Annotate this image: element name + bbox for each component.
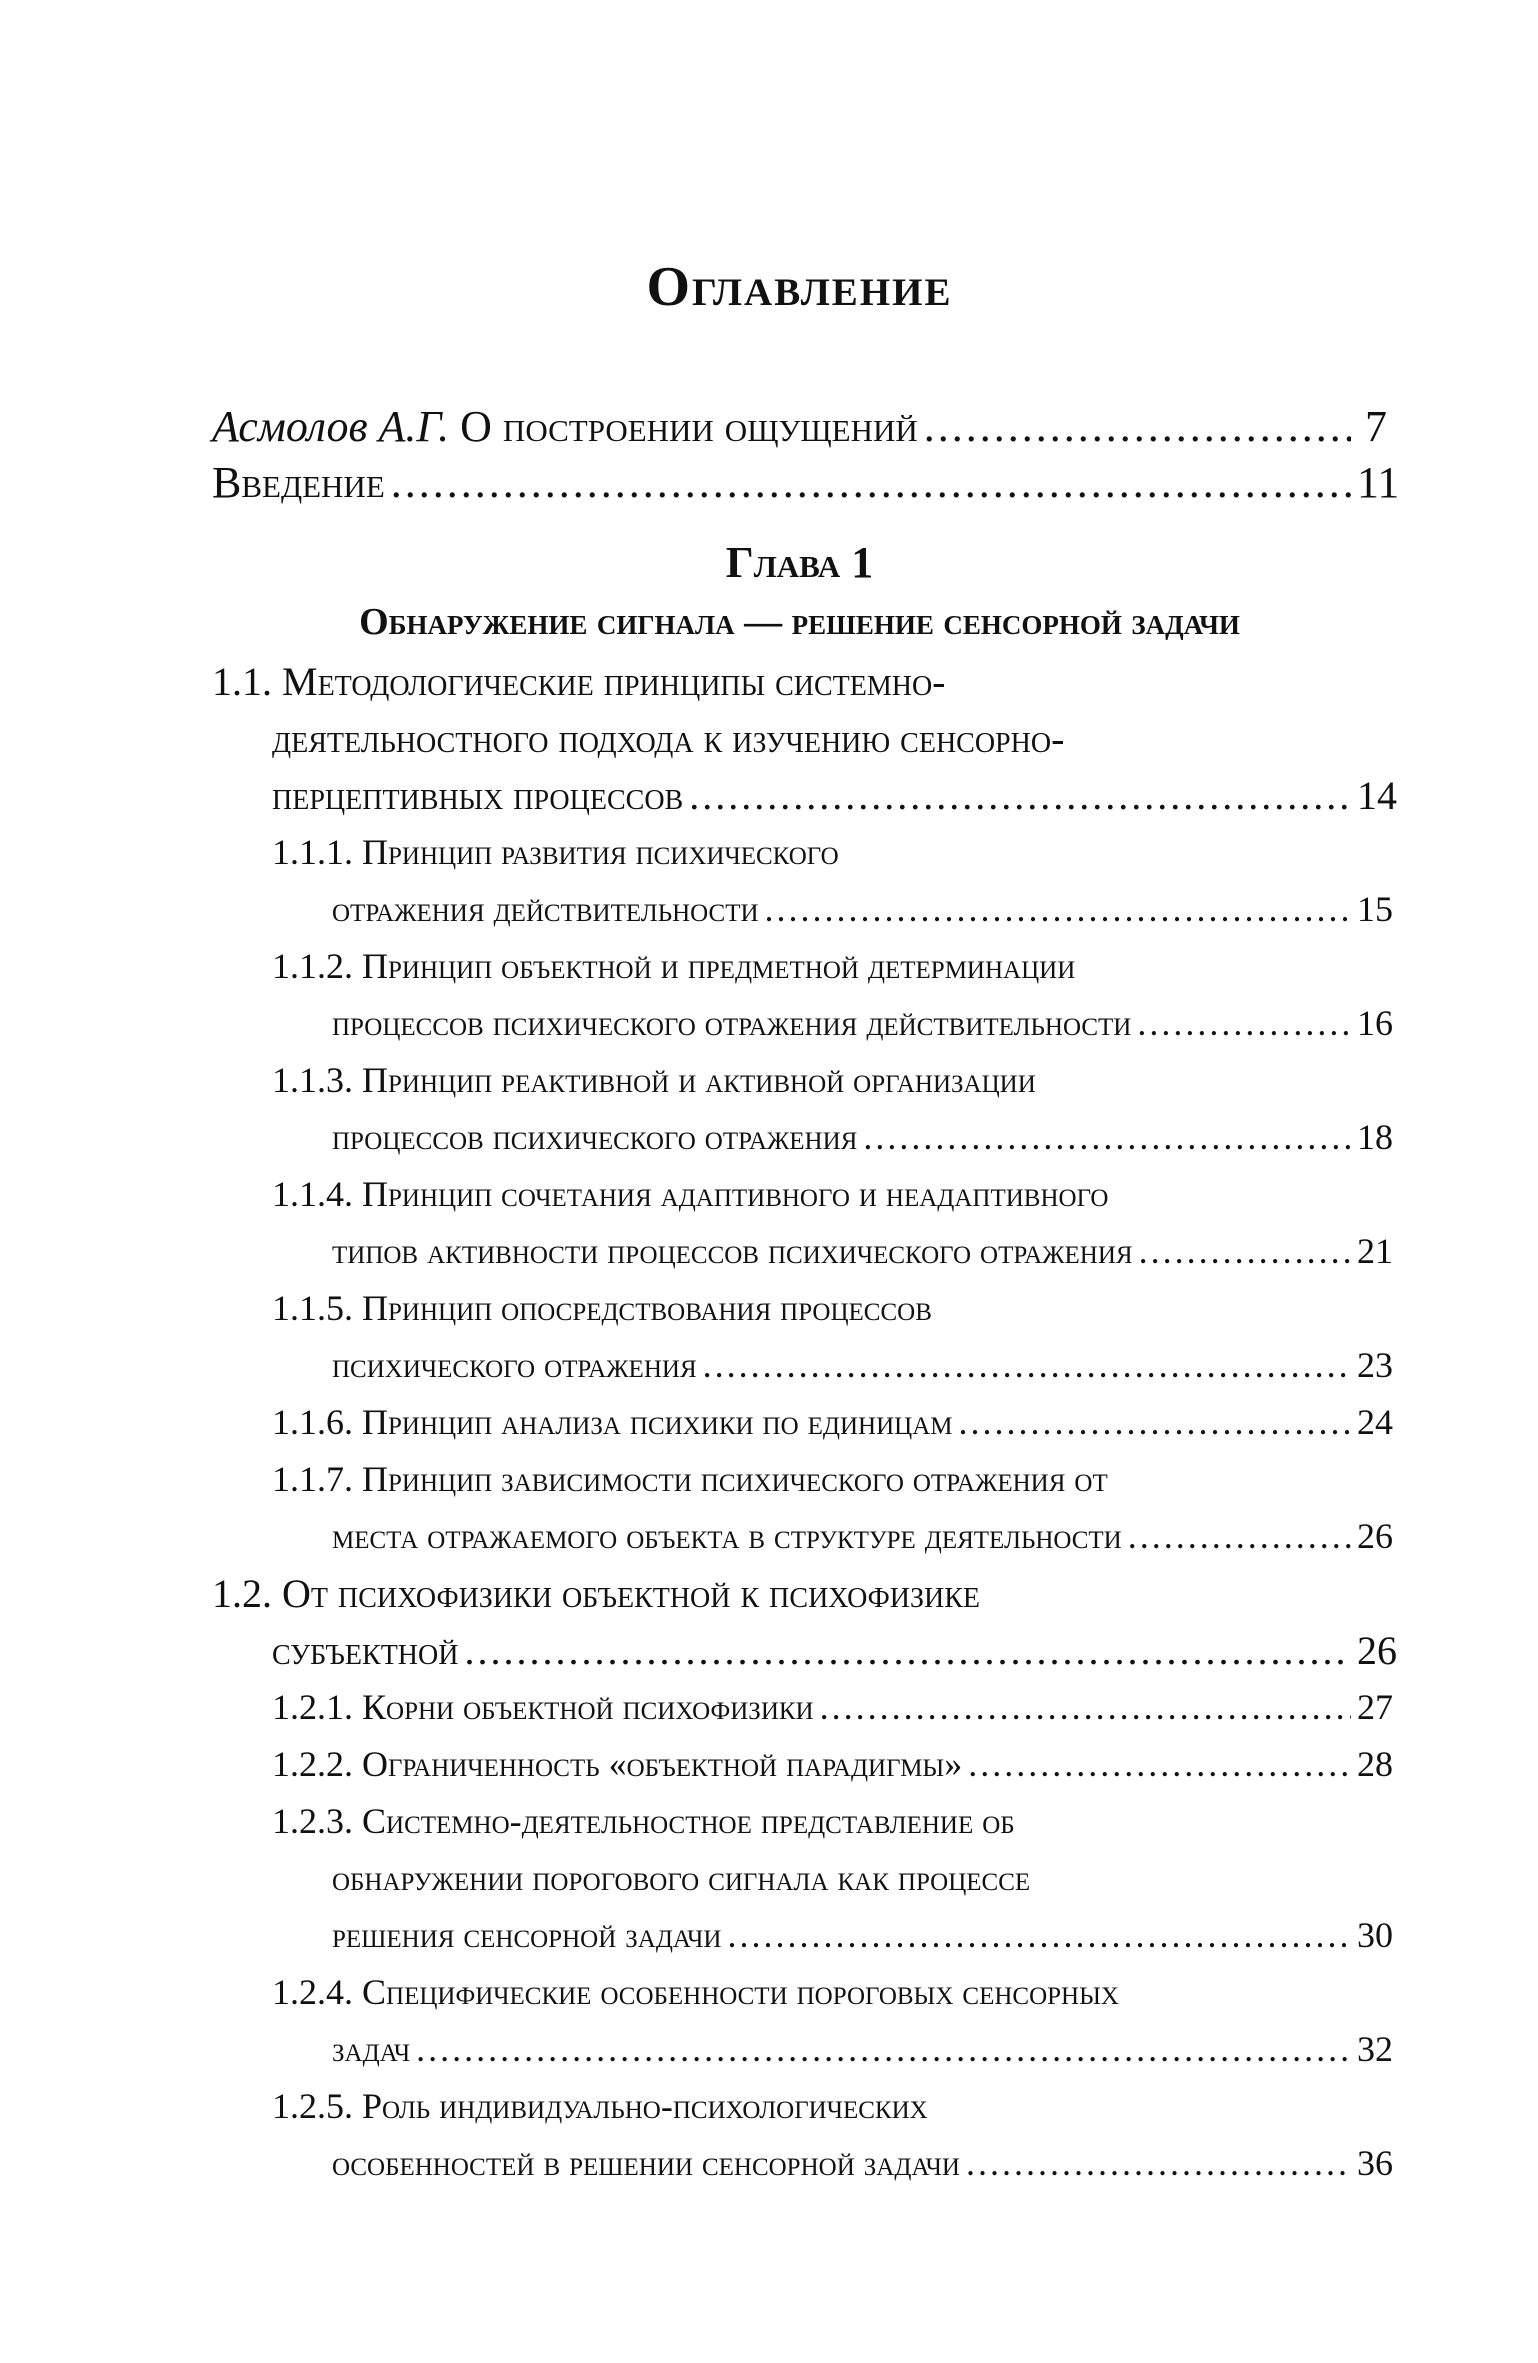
toc-entry-label: психического отражения (332, 1345, 697, 1385)
toc-entry-1-2-3-line[interactable]: обнаружении порогового сигнала как процессе (332, 1858, 1031, 1898)
toc-entry-author: Асмолов А.Г. (212, 402, 450, 451)
leader-dots (958, 1394, 1351, 1451)
toc-page-number: 7 (1365, 402, 1387, 451)
toc-entry-1-2-2[interactable] (212, 1736, 1393, 1793)
toc-entry-1-1-line[interactable]: 1.1. Методологические принципы системно- (212, 659, 946, 704)
leader-dots (416, 2021, 1351, 2078)
toc-page-number: 36 (1357, 2143, 1393, 2183)
toc-page-number: 26 (1357, 1628, 1397, 1673)
toc-entry-1-2[interactable] (212, 1622, 1397, 1679)
toc-page-number: 18 (1357, 1117, 1393, 1157)
toc-entry-label: типов активности процессов психического отражения (332, 1231, 1133, 1271)
toc-entry-1-1[interactable] (212, 767, 1397, 824)
leader-dots (1128, 1508, 1351, 1565)
toc-entry-1-2-4-line[interactable]: 1.2.4. Специфические особенности пороговых сенсорных (272, 1972, 1119, 2012)
toc-page-number: 30 (1357, 1915, 1393, 1955)
toc-page-number: 28 (1357, 1744, 1393, 1784)
leader-dots (727, 1907, 1351, 1964)
toc-entry-1-2-5[interactable] (212, 2135, 1393, 2192)
leader-dots (1139, 1223, 1351, 1280)
toc-page-number: 11 (1357, 458, 1400, 507)
toc-entry-introduction[interactable] (212, 455, 1400, 511)
table-of-contents (212, 255, 1400, 2192)
toc-entry-label (212, 399, 918, 455)
toc-entry-1-1-5-line[interactable]: 1.1.5. Принцип опосредствования процессов (272, 1288, 932, 1328)
toc-entry-text: О построении ощущений (460, 402, 918, 451)
toc-entry-label: отражения действительности (332, 889, 759, 929)
toc-entry-1-1-2-line[interactable]: 1.1.2. Принцип объектной и предметной детерминации (272, 946, 1076, 986)
toc-entry-label: процессов психического отражения действительности (332, 1003, 1132, 1043)
toc-entry-1-1-1-line[interactable]: 1.1.1. Принцип развития психического (272, 832, 839, 872)
toc-entry-1-2-line[interactable]: 1.2. От психофизики объектной к психофизике (212, 1571, 981, 1616)
toc-entry-label: 1.1.6. Принцип анализа психики по единицам (272, 1402, 953, 1442)
leader-dots (1137, 995, 1351, 1052)
toc-entry-1-1-6[interactable] (212, 1394, 1393, 1451)
toc-entry-asmolov[interactable] (212, 399, 1387, 455)
toc-page-number: 23 (1357, 1345, 1393, 1385)
toc-entry-1-1-7-line[interactable]: 1.1.7. Принцип зависимости психического отражения от (272, 1459, 1108, 1499)
leader-dots (924, 399, 1351, 455)
toc-entry-1-1-3[interactable] (212, 1109, 1393, 1166)
leader-dots (765, 881, 1351, 938)
toc-page-number: 26 (1357, 1516, 1393, 1556)
toc-entry-label: перцептивных процессов (272, 773, 684, 818)
toc-entry-1-1-4-line[interactable]: 1.1.4. Принцип сочетания адаптивного и неадаптивного (272, 1174, 1109, 1214)
leader-dots (966, 2135, 1351, 2192)
toc-page-number: 16 (1357, 1003, 1393, 1043)
toc-entry-label: Введение (212, 458, 385, 507)
toc-page-number: 15 (1357, 889, 1393, 929)
toc-entry-label: особенностей в решении сенсорной задачи (332, 2143, 960, 2183)
toc-entry-1-1-3-line[interactable]: 1.1.3. Принцип реактивной и активной организации (272, 1060, 1036, 1100)
chapter-label: Глава 1 (725, 538, 874, 587)
leader-dots (820, 1679, 1351, 1736)
toc-entry-label: задач (332, 2029, 411, 2069)
toc-entry-1-1-5[interactable] (212, 1337, 1393, 1394)
leader-dots (863, 1109, 1351, 1166)
leader-dots (689, 767, 1351, 824)
leader-dots (703, 1337, 1351, 1394)
toc-entry-1-2-4[interactable] (212, 2021, 1393, 2078)
toc-entry-1-2-1[interactable] (212, 1679, 1393, 1736)
toc-page-number: 24 (1357, 1402, 1393, 1442)
toc-entry-1-1-line[interactable]: деятельностного подхода к изучению сенсорно- (272, 716, 1065, 761)
toc-entry-label: 1.2.1. Корни объектной психофизики (272, 1687, 814, 1727)
toc-entry-1-2-5-line[interactable]: 1.2.5. Роль индивидуально-психологических (272, 2086, 928, 2126)
leader-dots (391, 455, 1351, 511)
toc-entry-label: процессов психического отражения (332, 1117, 858, 1157)
page-title: Оглавление (646, 256, 953, 318)
toc-page-number: 14 (1357, 773, 1397, 818)
toc-entry-1-2-3-line[interactable]: 1.2.3. Системно-деятельностное представление об (272, 1801, 1015, 1841)
toc-page-number: 32 (1357, 2029, 1393, 2069)
toc-entry-1-1-2[interactable] (212, 995, 1393, 1052)
toc-page-number: 27 (1357, 1687, 1393, 1727)
toc-entry-label: решения сенсорной задачи (332, 1915, 722, 1955)
toc-page-number: 21 (1357, 1231, 1393, 1271)
toc-entry-label: 1.2.2. Ограниченность «объектной парадигмы» (272, 1744, 963, 1784)
leader-dots (968, 1736, 1351, 1793)
toc-entry-1-2-3[interactable] (212, 1907, 1393, 1964)
chapter-title: Обнаружение сигнала — решение сенсорной задачи (359, 601, 1240, 643)
leader-dots (464, 1622, 1351, 1679)
toc-entry-1-1-1[interactable] (212, 881, 1393, 938)
toc-entry-1-1-4[interactable] (212, 1223, 1393, 1280)
toc-entry-label: места отражаемого объекта в структуре деятельности (332, 1516, 1122, 1556)
toc-entry-label: субъектной (272, 1628, 459, 1673)
toc-entry-1-1-7[interactable] (212, 1508, 1393, 1565)
